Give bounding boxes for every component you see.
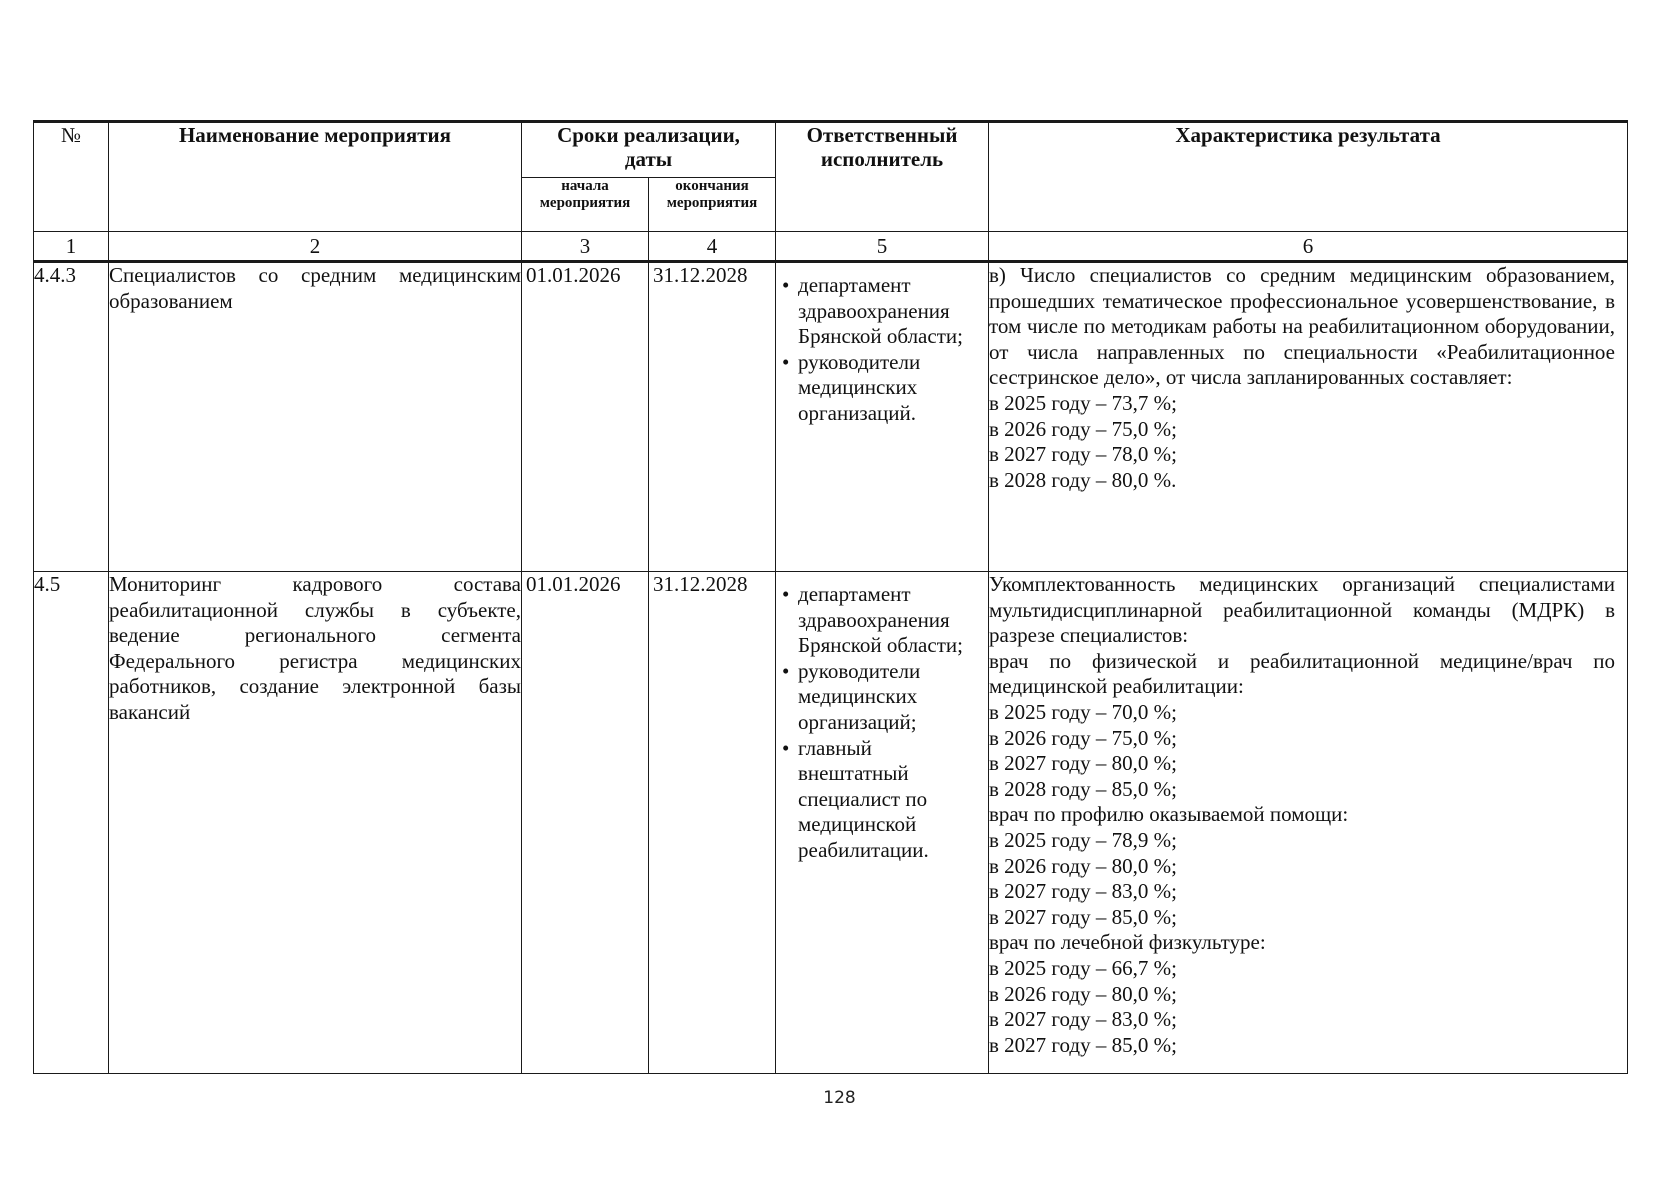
header-name: Наименование мероприятия bbox=[109, 122, 522, 232]
header-end: окончания мероприятия bbox=[649, 178, 776, 232]
result-line: в 2027 году – 78,0 %; bbox=[989, 442, 1177, 467]
header-start: начала мероприятия bbox=[522, 178, 649, 232]
result-intro: Укомплектованность медицинских организаций специалистами мультидисциплинарной реабилитационной команды (МДРК) в разрезе специалистов: bbox=[989, 572, 1616, 648]
result-line: в 2025 году – 78,9 %; bbox=[989, 827, 1177, 852]
row-number: 4.5 bbox=[34, 572, 109, 1074]
column-number: 1 bbox=[34, 232, 109, 262]
header-dates: Сроки реализации, даты bbox=[522, 122, 776, 178]
result-line: в 2025 году – 73,7 %; bbox=[989, 390, 1177, 415]
table-row bbox=[34, 262, 1628, 572]
column-number: 2 bbox=[109, 232, 522, 262]
result-line: в 2027 году – 83,0 %; bbox=[989, 1007, 1177, 1032]
result-line: в 2028 году – 80,0 %. bbox=[989, 467, 1177, 492]
result-group-title: врач по лечебной физкультуре: bbox=[989, 930, 1266, 955]
header-result: Характеристика результата bbox=[989, 122, 1628, 232]
column-number: 5 bbox=[776, 232, 989, 262]
table-row bbox=[34, 572, 1628, 1074]
result-line: в 2026 году – 75,0 %; bbox=[989, 416, 1177, 441]
row-end-date: 31.12.2028 bbox=[649, 572, 776, 1074]
result-line: в 2027 году – 85,0 %; bbox=[989, 904, 1177, 929]
column-number: 4 bbox=[649, 232, 776, 262]
page-number: 128 bbox=[823, 1088, 856, 1108]
row-activity-name: Специалистов со средним медицинским образованием bbox=[109, 262, 522, 572]
row-responsible bbox=[776, 572, 989, 1074]
responsible-item: • руководители медицинских организаций; bbox=[778, 659, 984, 736]
row-responsible bbox=[776, 262, 989, 572]
result-line: в 2027 году – 83,0 %; bbox=[989, 879, 1177, 904]
result-intro: в) Число специалистов со средним медицинским образованием, прошедших тематическое профессиональное усовершенствование, в том числе по методикам работы на реабилитационном оборудовании, от числа направленных по специальности «Реабилитационное сестринское дело», от числа запланированных составляет: bbox=[989, 263, 1616, 390]
responsible-item: • департамент здравоохранения Брянской области; bbox=[778, 273, 984, 350]
column-number: 3 bbox=[522, 232, 649, 262]
row-start-date: 01.01.2026 bbox=[522, 262, 649, 572]
column-number-row bbox=[34, 232, 1628, 262]
header-num: № bbox=[34, 122, 109, 232]
result-line: в 2027 году – 80,0 %; bbox=[989, 751, 1177, 776]
row-start-date: 01.01.2026 bbox=[522, 572, 649, 1074]
result-group-title: врач по профилю оказываемой помощи: bbox=[989, 802, 1349, 827]
result-line: в 2028 году – 85,0 %; bbox=[989, 776, 1177, 801]
responsible-item: • руководители медицинских организаций. bbox=[778, 350, 984, 427]
header-responsible: Ответственный исполнитель bbox=[776, 122, 989, 232]
result-line: в 2026 году – 75,0 %; bbox=[989, 725, 1177, 750]
row-number: 4.4.3 bbox=[34, 262, 109, 572]
result-line: в 2027 году – 85,0 %; bbox=[989, 1032, 1177, 1057]
column-number: 6 bbox=[989, 232, 1628, 262]
row-activity-name: Мониторинг кадрового состава реабилитационной службы в субъекте, ведение регионального сегмента Федерального регистра медицинских работников, создание электронной базы вакансий bbox=[109, 572, 522, 1074]
responsible-item: • департамент здравоохранения Брянской области; bbox=[778, 582, 984, 659]
result-group-title: врач по физической и реабилитационной медицине/врач по медицинской реабилитации: bbox=[989, 648, 1616, 699]
row-end-date: 31.12.2028 bbox=[649, 262, 776, 572]
row-result bbox=[989, 572, 1628, 1074]
result-line: в 2025 году – 66,7 %; bbox=[989, 955, 1177, 980]
result-line: в 2025 году – 70,0 %; bbox=[989, 699, 1177, 724]
row-result bbox=[989, 262, 1628, 572]
responsible-item: • главный внештатный специалист по медицинской реабилитации. bbox=[778, 736, 984, 864]
result-line: в 2026 году – 80,0 %; bbox=[989, 853, 1177, 878]
action-plan-table bbox=[33, 120, 1628, 1074]
result-line: в 2026 году – 80,0 %; bbox=[989, 981, 1177, 1006]
